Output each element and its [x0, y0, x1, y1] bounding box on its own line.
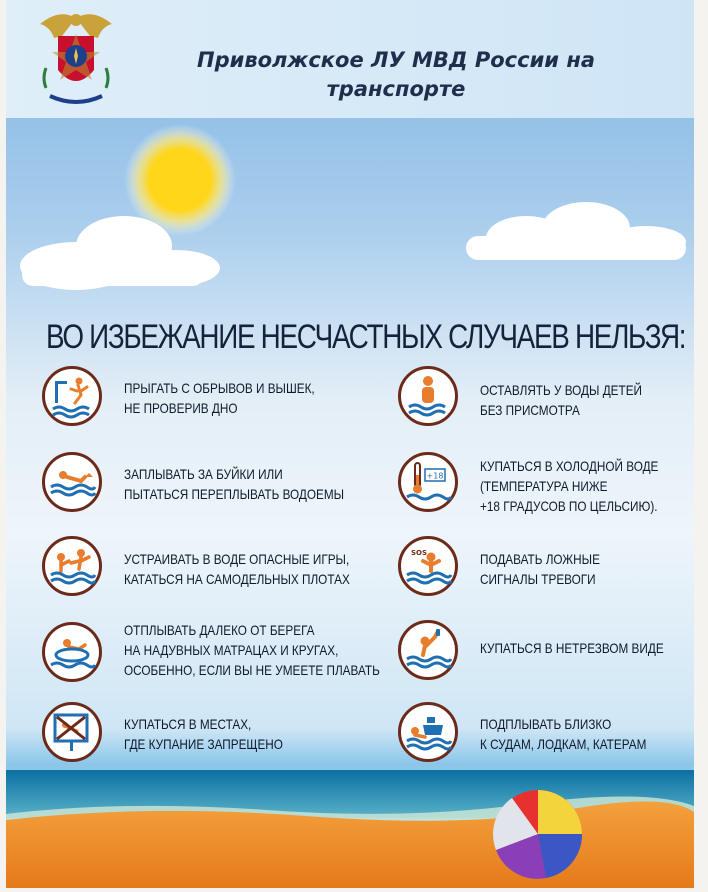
swimmer-buoy-icon: [45, 455, 99, 509]
header-banner: [6, 0, 694, 118]
warning-heading: ВО ИЗБЕЖАНИЕ НЕСЧАСТНЫХ СЛУЧАЕВ НЕЛЬЗЯ:: [46, 318, 686, 356]
rule-right-2-text: КУПАТЬСЯ В ХОЛОДНОЙ ВОДЕ (ТЕМПЕРАТУРА НИЖЕ +18 ГРАДУСОВ ПО ЦЕЛЬСИЮ).: [480, 458, 659, 514]
rule-left-1-text: ПРЫГАТЬ С ОБРЫВОВ И ВЫШЕК, НЕ ПРОВЕРИВ ДНО: [124, 380, 315, 416]
diving-icon: [45, 369, 99, 423]
rule-icon-ring: [42, 622, 102, 682]
cloud-right: [466, 202, 686, 260]
temperature-badge: +18: [426, 471, 444, 481]
inflatable-ring-icon: [45, 625, 99, 679]
false-alarm-icon: [401, 539, 455, 593]
poster: [6, 0, 694, 888]
dangerous-games-icon: [45, 539, 99, 593]
child-alone-icon: [401, 369, 455, 423]
ship-icon: [401, 705, 455, 759]
rule-icon-drunk: [398, 620, 458, 680]
rule-icon-games: [42, 536, 102, 596]
rule-icon-diving: [42, 366, 102, 426]
rule-icon-buoy: [42, 452, 102, 512]
no-swimming-sign-icon: [45, 705, 99, 759]
rule-icon-child: [398, 366, 458, 426]
drunk-swimmer-icon: [401, 623, 455, 677]
rule-icon-prohibited: [42, 702, 102, 762]
thermometer-icon: [401, 455, 455, 509]
sky-illustration: [6, 118, 694, 318]
beach-illustration: [6, 770, 694, 888]
rule-icon-cold: [398, 452, 458, 512]
rule-left-4-text: ОТПЛЫВАТЬ ДАЛЕКО ОТ БЕРЕГА НА НАДУВНЫХ МАТРАЦАХ И КРУГАХ, ОСОБЕННО, ЕСЛИ ВЫ НЕ УМЕЕТЕ ПЛАВАТЬ: [124, 622, 380, 678]
organization-title-line2: транспорте: [326, 77, 466, 101]
organization-title: [156, 46, 636, 104]
rule-icon-ship: [398, 702, 458, 762]
rule-left-5-text: КУПАТЬСЯ В МЕСТАХ, ГДЕ КУПАНИЕ ЗАПРЕЩЕНО: [124, 716, 283, 752]
rule-left-3-text: УСТРАИВАТЬ В ВОДЕ ОПАСНЫЕ ИГРЫ, КАТАТЬСЯ НА САМОДЕЛЬНЫХ ПЛОТАХ: [124, 551, 350, 587]
organization-title-line1: Приволжское ЛУ МВД России на: [197, 48, 595, 72]
beach-ball-icon: [493, 790, 582, 879]
rule-icon-sos: [398, 536, 458, 596]
sos-badge: SOS: [411, 549, 428, 557]
rule-right-1-text: ОСТАВЛЯТЬ У ВОДЫ ДЕТЕЙ БЕЗ ПРИСМОТРА: [480, 382, 642, 418]
rule-right-3-text: ПОДАВАТЬ ЛОЖНЫЕ СИГНАЛЫ ТРЕВОГИ: [480, 551, 600, 587]
rule-left-2-text: ЗАПЛЫВАТЬ ЗА БУЙКИ ИЛИ ПЫТАТЬСЯ ПЕРЕПЛЫВАТЬ ВОДОЕМЫ: [124, 466, 345, 502]
rule-right-5-text: ПОДПЛЫВАТЬ БЛИЗКО К СУДАМ, ЛОДКАМ, КАТЕРАМ: [480, 716, 647, 752]
mvd-emblem-icon: [32, 8, 120, 112]
rule-right-4-text: КУПАТЬСЯ В НЕТРЕЗВОМ ВИДЕ: [480, 640, 664, 656]
